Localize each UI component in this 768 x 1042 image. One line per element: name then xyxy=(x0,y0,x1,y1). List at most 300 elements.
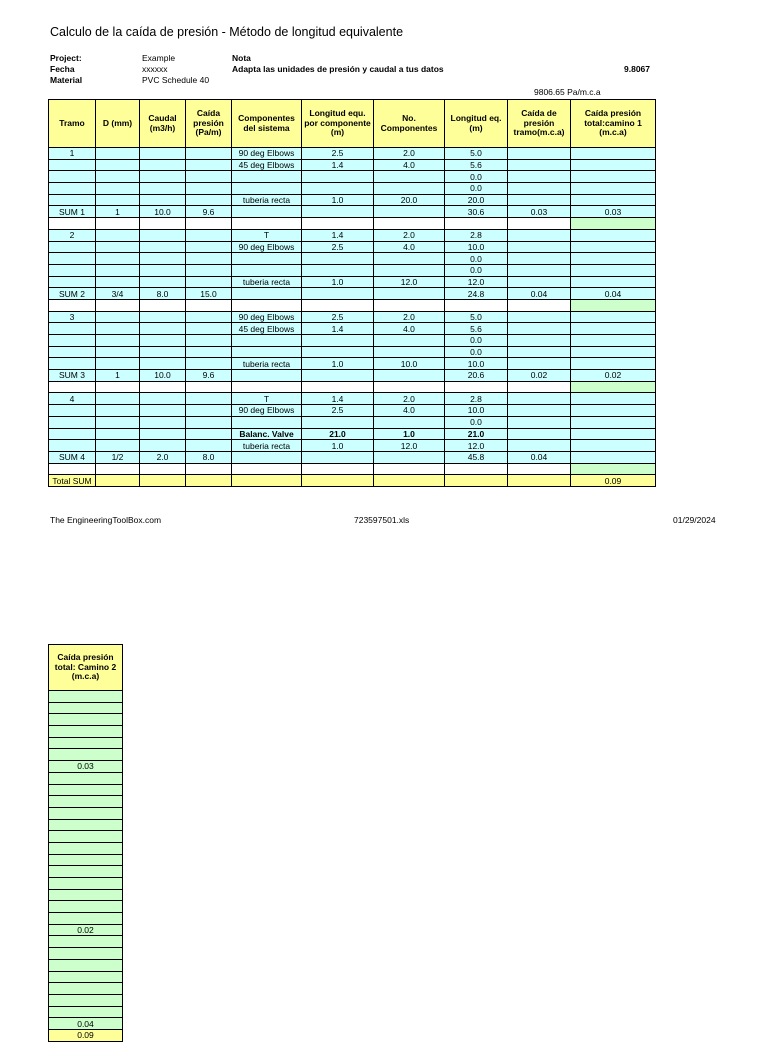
table-cell: 5.6 xyxy=(445,159,508,171)
table-cell xyxy=(186,253,232,265)
table-cell: 45 deg Elbows xyxy=(232,323,302,335)
table-cell xyxy=(445,218,508,230)
table-row xyxy=(49,159,656,171)
path2-cell xyxy=(49,784,123,796)
table-cell xyxy=(140,463,186,475)
table-row xyxy=(49,335,656,347)
page-title: Calculo de la caída de presión - Método de longitud equivalente xyxy=(50,25,404,39)
table-cell: 9.6 xyxy=(186,370,232,382)
table-cell: 2.0 xyxy=(374,148,445,160)
table-cell: 20.6 xyxy=(445,370,508,382)
table-cell xyxy=(508,264,571,276)
table-cell xyxy=(96,358,140,370)
table-cell xyxy=(186,381,232,393)
table-cell xyxy=(508,276,571,288)
table-cell: 2 xyxy=(49,229,96,241)
path2-row xyxy=(49,971,123,983)
table-cell xyxy=(49,428,96,440)
path2-cell xyxy=(49,831,123,843)
table-cell xyxy=(186,416,232,428)
table-cell xyxy=(232,475,302,487)
path2-row xyxy=(49,1018,123,1030)
fecha-label: Fecha xyxy=(50,64,75,74)
table-cell xyxy=(186,194,232,206)
table-row xyxy=(49,381,656,393)
table-cell: 0.03 xyxy=(508,206,571,218)
table-cell: 1.0 xyxy=(302,440,374,452)
path2-cell xyxy=(49,819,123,831)
table-cell xyxy=(49,463,96,475)
table-cell xyxy=(508,335,571,347)
table-cell xyxy=(96,229,140,241)
table-cell xyxy=(96,276,140,288)
table-cell xyxy=(508,311,571,323)
table-cell: 10.0 xyxy=(445,405,508,417)
table-cell: 0.04 xyxy=(508,288,571,300)
path2-row xyxy=(49,807,123,819)
table-cell: 24.8 xyxy=(445,288,508,300)
table-cell: Total SUM xyxy=(49,475,96,487)
table-cell xyxy=(140,440,186,452)
table-cell xyxy=(374,475,445,487)
table-cell xyxy=(374,451,445,463)
table-cell: 3/4 xyxy=(96,288,140,300)
path2-cell: 0.04 xyxy=(49,1018,123,1030)
table-row xyxy=(49,370,656,382)
table-cell xyxy=(140,323,186,335)
table-cell xyxy=(96,323,140,335)
table-cell xyxy=(374,370,445,382)
path2-cell xyxy=(49,726,123,738)
table-cell: 0.03 xyxy=(571,206,656,218)
table-cell xyxy=(445,381,508,393)
table-cell xyxy=(302,253,374,265)
table-cell xyxy=(571,463,656,475)
path2-cell xyxy=(49,842,123,854)
table-cell xyxy=(49,440,96,452)
table-cell xyxy=(140,183,186,195)
table-cell xyxy=(232,370,302,382)
table-cell xyxy=(186,440,232,452)
table-cell xyxy=(186,335,232,347)
table-cell xyxy=(571,171,656,183)
table-cell xyxy=(232,171,302,183)
table-cell xyxy=(140,241,186,253)
table-cell: 0.02 xyxy=(508,370,571,382)
path2-row xyxy=(49,866,123,878)
table-cell xyxy=(508,171,571,183)
table-cell: tuberia recta xyxy=(232,358,302,370)
table-cell: 0.04 xyxy=(508,451,571,463)
table-cell xyxy=(96,440,140,452)
table-cell xyxy=(140,229,186,241)
path2-row xyxy=(49,936,123,948)
table-cell xyxy=(96,405,140,417)
table-cell: 0.09 xyxy=(571,475,656,487)
table-cell: SUM 2 xyxy=(49,288,96,300)
table-cell xyxy=(140,405,186,417)
column-header: No. Componentes xyxy=(374,100,445,148)
path2-cell: 0.09 xyxy=(49,1029,123,1041)
table-cell xyxy=(571,335,656,347)
table-cell xyxy=(96,299,140,311)
table-cell xyxy=(374,346,445,358)
table-cell xyxy=(571,323,656,335)
table-cell xyxy=(96,194,140,206)
table-cell xyxy=(571,148,656,160)
table-cell xyxy=(186,358,232,370)
table-cell xyxy=(508,323,571,335)
table-cell xyxy=(96,148,140,160)
table-cell xyxy=(140,276,186,288)
table-cell xyxy=(186,276,232,288)
table-cell: 1.0 xyxy=(302,358,374,370)
table-cell xyxy=(571,346,656,358)
table-cell xyxy=(140,299,186,311)
nota-text: Adapta las unidades de presión y caudal a tus datos xyxy=(232,64,444,74)
table-cell xyxy=(96,159,140,171)
table-cell xyxy=(186,323,232,335)
column-header: Componentes del sistema xyxy=(232,100,302,148)
table-row xyxy=(49,264,656,276)
path2-row xyxy=(49,889,123,901)
column-header: Longitud equ. por componente (m) xyxy=(302,100,374,148)
table-row xyxy=(49,171,656,183)
table-cell xyxy=(508,159,571,171)
project-value: Example xyxy=(142,53,176,63)
table-row xyxy=(49,451,656,463)
table-cell xyxy=(302,299,374,311)
path2-cell xyxy=(49,971,123,983)
table-cell xyxy=(186,405,232,417)
nota-label: Nota xyxy=(232,53,251,63)
table-cell: 90 deg Elbows xyxy=(232,405,302,417)
table-cell xyxy=(232,335,302,347)
table-cell xyxy=(49,241,96,253)
table-cell xyxy=(302,183,374,195)
table-cell: 10.0 xyxy=(445,241,508,253)
footer-site: The EngineeringToolBox.com xyxy=(50,515,162,525)
table-cell xyxy=(508,358,571,370)
table-row xyxy=(49,148,656,160)
total-row xyxy=(49,475,656,487)
path2-cell xyxy=(49,772,123,784)
table-cell xyxy=(140,358,186,370)
table-cell: 5.0 xyxy=(445,148,508,160)
table-cell xyxy=(374,335,445,347)
table-cell xyxy=(140,311,186,323)
table-cell xyxy=(571,393,656,405)
table-cell: 0.0 xyxy=(445,346,508,358)
path2-row xyxy=(49,878,123,890)
path2-cell: 0.03 xyxy=(49,761,123,773)
table-cell xyxy=(49,358,96,370)
table-cell xyxy=(571,194,656,206)
table-cell xyxy=(302,335,374,347)
table-cell: 10.0 xyxy=(140,206,186,218)
material-label: Material xyxy=(50,75,83,85)
table-cell xyxy=(186,183,232,195)
table-cell: tuberia recta xyxy=(232,440,302,452)
table-row xyxy=(49,276,656,288)
table-cell xyxy=(571,451,656,463)
table-cell xyxy=(186,241,232,253)
table-cell xyxy=(302,475,374,487)
path2-row xyxy=(49,959,123,971)
table-cell xyxy=(374,218,445,230)
table-cell: 90 deg Elbows xyxy=(232,148,302,160)
table-header-row xyxy=(49,100,656,148)
table-cell xyxy=(571,299,656,311)
table-cell xyxy=(96,393,140,405)
path2-cell xyxy=(49,889,123,901)
table-cell: 1 xyxy=(49,148,96,160)
table-cell xyxy=(49,299,96,311)
table-cell xyxy=(140,335,186,347)
table-cell xyxy=(186,299,232,311)
table-cell xyxy=(140,218,186,230)
table-cell xyxy=(140,264,186,276)
table-cell xyxy=(140,171,186,183)
path2-cell xyxy=(49,901,123,913)
table-cell xyxy=(508,148,571,160)
table-cell xyxy=(232,381,302,393)
table-cell xyxy=(508,346,571,358)
path2-cell xyxy=(49,994,123,1006)
footer-date: 01/29/2024 xyxy=(673,515,716,525)
table-cell xyxy=(232,264,302,276)
table-cell: 45 deg Elbows xyxy=(232,159,302,171)
path2-row xyxy=(49,749,123,761)
path2-cell xyxy=(49,796,123,808)
path2-row xyxy=(49,913,123,925)
table-cell: 0.0 xyxy=(445,171,508,183)
table-row xyxy=(49,311,656,323)
table-cell xyxy=(508,416,571,428)
column-header: Caída de presión tramo(m.c.a) xyxy=(508,100,571,148)
table-cell xyxy=(508,393,571,405)
path2-row xyxy=(49,702,123,714)
path2-cell xyxy=(49,691,123,703)
table-row xyxy=(49,393,656,405)
table-cell xyxy=(302,463,374,475)
table-row xyxy=(49,440,656,452)
table-cell: SUM 1 xyxy=(49,206,96,218)
table-cell xyxy=(232,218,302,230)
table-cell: 2.5 xyxy=(302,311,374,323)
table-cell xyxy=(96,253,140,265)
table-cell xyxy=(232,346,302,358)
table-cell xyxy=(96,346,140,358)
table-cell: 21.0 xyxy=(445,428,508,440)
table-cell xyxy=(140,475,186,487)
table-cell xyxy=(232,206,302,218)
path2-cell xyxy=(49,737,123,749)
path2-row xyxy=(49,784,123,796)
table-row xyxy=(49,229,656,241)
table-cell xyxy=(96,183,140,195)
table-cell xyxy=(96,264,140,276)
path2-cell xyxy=(49,866,123,878)
table-cell xyxy=(571,253,656,265)
table-cell: 20.0 xyxy=(374,194,445,206)
table-cell: 1.4 xyxy=(302,323,374,335)
table-row xyxy=(49,241,656,253)
table-cell xyxy=(508,253,571,265)
table-cell xyxy=(508,218,571,230)
table-cell: 1.0 xyxy=(302,194,374,206)
table-body xyxy=(49,148,656,487)
table-cell: 10.0 xyxy=(445,358,508,370)
table-cell xyxy=(571,311,656,323)
path2-cell xyxy=(49,807,123,819)
table-cell: T xyxy=(232,393,302,405)
table-cell: 21.0 xyxy=(302,428,374,440)
table-cell xyxy=(186,264,232,276)
table-cell: 20.0 xyxy=(445,194,508,206)
path2-cell xyxy=(49,913,123,925)
table-cell: 8.0 xyxy=(186,451,232,463)
table-cell: T xyxy=(232,229,302,241)
table-cell xyxy=(571,218,656,230)
table-cell: 0.0 xyxy=(445,264,508,276)
table-cell xyxy=(302,451,374,463)
path2-row xyxy=(49,901,123,913)
table-cell xyxy=(571,264,656,276)
path2-row xyxy=(49,714,123,726)
table-cell xyxy=(96,311,140,323)
table-cell xyxy=(508,440,571,452)
table-row xyxy=(49,194,656,206)
table-cell xyxy=(374,206,445,218)
path2-row xyxy=(49,772,123,784)
table-cell xyxy=(302,264,374,276)
table-row xyxy=(49,416,656,428)
table-cell xyxy=(571,229,656,241)
table-cell: 1/2 xyxy=(96,451,140,463)
table-cell xyxy=(445,463,508,475)
path2-row xyxy=(49,726,123,738)
table-cell: 12.0 xyxy=(374,276,445,288)
table-cell xyxy=(374,253,445,265)
table-row xyxy=(49,288,656,300)
column-header: Tramo xyxy=(49,100,96,148)
table-cell: 1.4 xyxy=(302,159,374,171)
table-cell xyxy=(186,428,232,440)
path2-row xyxy=(49,1006,123,1018)
table-cell: 2.0 xyxy=(374,393,445,405)
table-row xyxy=(49,405,656,417)
table-cell xyxy=(140,253,186,265)
table-row xyxy=(49,206,656,218)
table-cell xyxy=(302,416,374,428)
table-cell xyxy=(508,299,571,311)
table-cell xyxy=(49,264,96,276)
table-cell xyxy=(140,428,186,440)
table-cell: 2.0 xyxy=(140,451,186,463)
table-cell: 12.0 xyxy=(374,440,445,452)
column-header: Caudal (m3/h) xyxy=(140,100,186,148)
footer-filename: 723597501.xls xyxy=(354,515,410,525)
column-header: Longitud eq. (m) xyxy=(445,100,508,148)
table-cell: 0.02 xyxy=(571,370,656,382)
table-cell xyxy=(508,475,571,487)
table-cell xyxy=(571,276,656,288)
table-cell xyxy=(96,241,140,253)
table-cell xyxy=(232,183,302,195)
table-cell xyxy=(96,475,140,487)
table-cell xyxy=(508,405,571,417)
path2-cell xyxy=(49,749,123,761)
table-cell xyxy=(186,393,232,405)
table-row xyxy=(49,463,656,475)
path2-cell xyxy=(49,702,123,714)
table-cell: 1 xyxy=(96,370,140,382)
table-cell xyxy=(186,463,232,475)
table-cell xyxy=(49,381,96,393)
fecha-value: xxxxxx xyxy=(142,64,168,74)
table-cell xyxy=(49,159,96,171)
table-cell xyxy=(186,311,232,323)
table-cell: 45.8 xyxy=(445,451,508,463)
table-cell: 0.0 xyxy=(445,253,508,265)
path2-row xyxy=(49,994,123,1006)
table-cell: 10.0 xyxy=(140,370,186,382)
table-cell: 30.6 xyxy=(445,206,508,218)
table-cell: 4.0 xyxy=(374,405,445,417)
table-cell xyxy=(140,194,186,206)
table-cell xyxy=(49,194,96,206)
table-cell xyxy=(140,148,186,160)
table-cell xyxy=(140,416,186,428)
table-cell xyxy=(49,276,96,288)
table-cell xyxy=(302,370,374,382)
table-cell xyxy=(508,241,571,253)
table-cell: 90 deg Elbows xyxy=(232,311,302,323)
table-cell xyxy=(49,218,96,230)
table-cell xyxy=(508,194,571,206)
path2-cell xyxy=(49,1006,123,1018)
table-cell xyxy=(571,428,656,440)
table-cell xyxy=(186,229,232,241)
table-row xyxy=(49,183,656,195)
path2-row xyxy=(49,691,123,703)
path2-cell xyxy=(49,936,123,948)
table-cell: 2.0 xyxy=(374,311,445,323)
table-cell xyxy=(374,288,445,300)
table-cell: tuberia recta xyxy=(232,276,302,288)
table-cell xyxy=(374,183,445,195)
path2-cell: 0.02 xyxy=(49,924,123,936)
path2-total-row xyxy=(49,1029,123,1041)
table-cell xyxy=(49,405,96,417)
table-cell xyxy=(374,416,445,428)
table-cell: 4 xyxy=(49,393,96,405)
table-cell: 2.5 xyxy=(302,405,374,417)
table-cell xyxy=(508,229,571,241)
path2-cell xyxy=(49,854,123,866)
table-row xyxy=(49,323,656,335)
table-cell xyxy=(49,416,96,428)
gravity-value: 9.8067 xyxy=(624,64,650,74)
table-cell xyxy=(374,171,445,183)
path2-row xyxy=(49,983,123,995)
path2-row xyxy=(49,831,123,843)
table-cell xyxy=(49,171,96,183)
table-cell: 15.0 xyxy=(186,288,232,300)
pascal-conversion: 9806.65 Pa/m.c.a xyxy=(534,87,601,97)
table-row xyxy=(49,253,656,265)
